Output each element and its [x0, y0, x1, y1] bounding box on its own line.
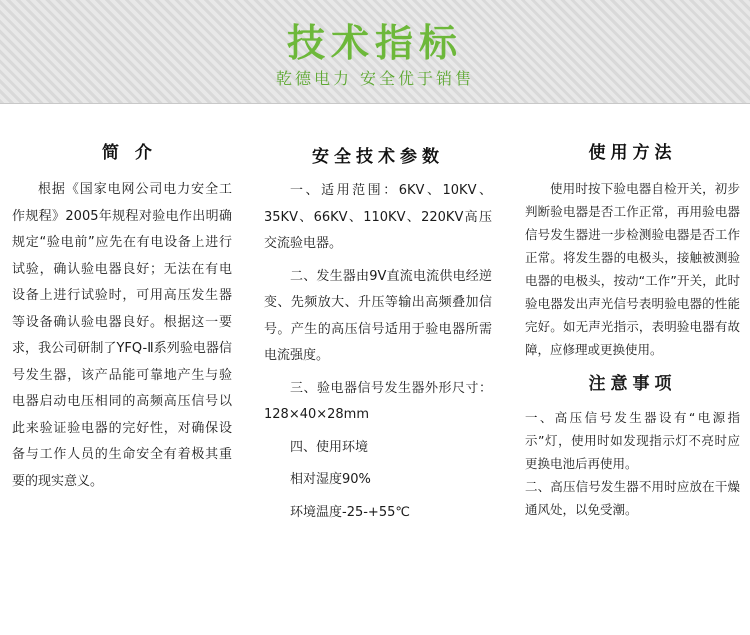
params-column — [264, 138, 492, 532]
intro-heading: 简 介 — [102, 143, 157, 163]
banner-title: 技术指标 — [286, 21, 463, 65]
params-item-temperature: 环境温度-25-+55℃ — [290, 504, 410, 520]
params-heading: 安全技术参数 — [312, 147, 444, 167]
notice-body — [525, 406, 740, 521]
notice-item-storage: 二、高压信号发生器不用时应放在干燥通风处，以免受潮。 — [525, 479, 740, 517]
intro-paragraph: 根据《国家电网公司电力安全工作规程》2005年规程对验电作出明确规定“验电前”应先在有电设备上进行试验，确认验电器良好；无法在有电设备上进行试验时，可用高压发生器等设备确认验电器良好。根据这一要求，我公司研制了YFQ-Ⅱ系列验电器信号发生器，该产品能可靠地产生与验电器启动电压相同的高频高压信号以此来验证验电器的完好性，对确保设备与工作人员的生命安全有着极其重要的现实意义。 — [12, 182, 232, 489]
params-item-env: 四、使用环境 — [290, 439, 369, 455]
usage-column — [525, 138, 740, 521]
notice-heading: 注意事项 — [588, 374, 677, 394]
usage-paragraph: 使用时按下验电器自检开关，初步判断验电器是否工作正常，再用验电器信号发生器进一步检测验电器是否工作正常。将发生器的电极头，接触被测验电器的电极头，按动“工作”开关，此时验电器发出声光信号表明验电器的性能完好。如无声光指示，表明验电器有故障，应修理或更换使用。 — [525, 181, 740, 357]
usage-body — [525, 177, 740, 361]
usage-heading: 使用方法 — [588, 143, 677, 163]
notice-item-power-indicator: 一、高压信号发生器设有“电源指示”灯，使用时如发现指示灯不亮时应更换电池后再使用。 — [525, 410, 740, 471]
params-item-humidity: 相对湿度90% — [290, 472, 371, 487]
params-item-power: 二、发生器由9V直流电流供电经逆变、先频放大、升压等输出高频叠加信号。产生的高压信号适用于验电器所需电流强度。 — [264, 268, 492, 363]
intro-body — [12, 177, 232, 495]
banner-subtitle: 乾德电力 安全优于销售 — [275, 69, 475, 88]
params-item-size: 三、验电器信号发生器外形尺寸：128×40×28mm — [264, 380, 492, 422]
params-body — [264, 178, 492, 526]
params-item-range: 一、适用范围：6KV、10KV、35KV、66KV、110KV、220KV高压交流验电器。 — [264, 183, 492, 251]
intro-column — [12, 138, 232, 495]
header-banner — [0, 0, 750, 104]
